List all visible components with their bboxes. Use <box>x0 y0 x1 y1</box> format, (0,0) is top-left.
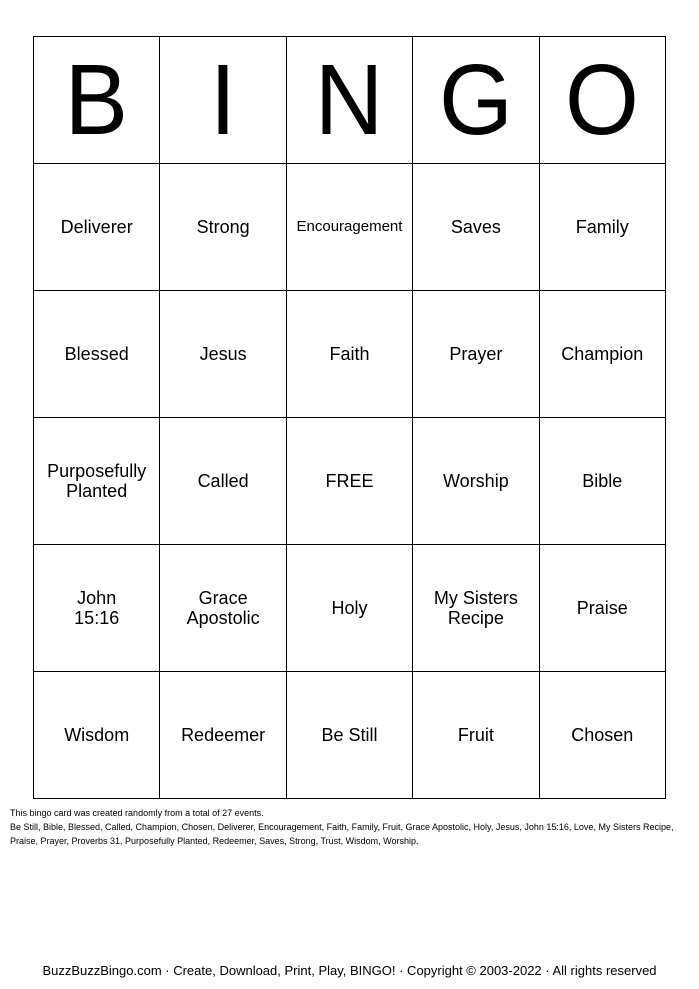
bingo-cell <box>286 672 412 799</box>
cell-text: Praise <box>576 598 628 618</box>
bingo-row-1 <box>34 164 666 291</box>
cell-text: John 15:16 <box>74 588 120 628</box>
header-letter-g <box>413 37 539 164</box>
cell-text: Wisdom <box>64 725 130 745</box>
bingo-row-4 <box>34 545 666 672</box>
bingo-cell <box>539 418 665 545</box>
header-letter: I <box>209 44 237 156</box>
cell-text: Grace Apostolic <box>186 588 260 628</box>
bingo-cell <box>539 164 665 291</box>
cell-text: Redeemer <box>181 725 266 745</box>
card-footnote <box>10 806 692 848</box>
cell-text: Called <box>197 471 249 491</box>
bingo-cell <box>286 291 412 418</box>
cell-text: Chosen <box>571 725 634 745</box>
header-letter-o <box>539 37 665 164</box>
cell-text: Strong <box>196 217 250 237</box>
bingo-cell <box>160 418 286 545</box>
bingo-cell <box>413 545 539 672</box>
cell-text: Deliverer <box>60 217 133 237</box>
cell-text: Worship <box>443 471 509 491</box>
bingo-cell <box>413 291 539 418</box>
cell-text: Saves <box>450 217 501 237</box>
bingo-cell <box>539 291 665 418</box>
bingo-cell <box>413 672 539 799</box>
cell-text: Faith <box>329 344 370 364</box>
bingo-cell <box>539 545 665 672</box>
cell-text: Bible <box>582 471 623 491</box>
bingo-row-2 <box>34 291 666 418</box>
header-letter-i <box>160 37 286 164</box>
cell-text: Jesus <box>199 344 247 364</box>
bingo-cell <box>539 672 665 799</box>
bingo-cell <box>160 545 286 672</box>
bingo-row-3 <box>34 418 666 545</box>
footnote-intro: This bingo card was created randomly from a total of 27 events. <box>10 808 264 818</box>
bingo-cell <box>160 164 286 291</box>
bingo-cell <box>160 291 286 418</box>
free-space-text: FREE <box>325 471 374 491</box>
cell-text: Purposefully Planted <box>47 461 147 501</box>
cell-text: Encouragement <box>296 218 403 235</box>
header-row <box>34 37 666 164</box>
cell-text: Prayer <box>449 344 503 364</box>
cell-text: My Sisters Recipe <box>433 588 518 628</box>
bingo-cell <box>34 418 160 545</box>
bingo-cell <box>34 545 160 672</box>
header-letter: O <box>565 44 640 156</box>
header-letter: G <box>438 44 513 156</box>
bingo-cell <box>413 164 539 291</box>
bingo-cell <box>34 164 160 291</box>
bingo-row-5 <box>34 672 666 799</box>
bingo-cell <box>34 672 160 799</box>
footnote-event-list: Be Still, Bible, Blessed, Called, Champion, Chosen, Deliverer, Encouragement, Faith, Family, Fruit, Grace Apostolic, Holy, Jesus, John 15:16, Love, My Sisters Recipe, Praise, Prayer, Proverbs 31, Purposefully Planted, Redeemer, Saves, Strong, Trust, Wisdom, Worship. <box>10 822 674 846</box>
header-letter: N <box>315 44 384 156</box>
bingo-card <box>33 36 666 799</box>
cell-text: Be Still <box>321 725 378 745</box>
bingo-cell <box>34 291 160 418</box>
free-space-cell <box>286 418 412 545</box>
bingo-cell <box>413 418 539 545</box>
bingo-cell <box>286 164 412 291</box>
cell-text: Fruit <box>457 725 494 745</box>
cell-text: Family <box>575 217 629 237</box>
header-letter: B <box>65 44 129 156</box>
header-letter-b <box>34 37 160 164</box>
page-footer: BuzzBuzzBingo.com · Create, Download, Print, Play, BINGO! · Copyright © 2003-2022 · All rights reserved <box>42 963 657 978</box>
bingo-cell <box>160 672 286 799</box>
bingo-cell <box>286 545 412 672</box>
cell-text: Holy <box>331 598 368 618</box>
cell-text: Blessed <box>64 344 129 364</box>
cell-text: Champion <box>561 344 644 364</box>
header-letter-n <box>286 37 412 164</box>
